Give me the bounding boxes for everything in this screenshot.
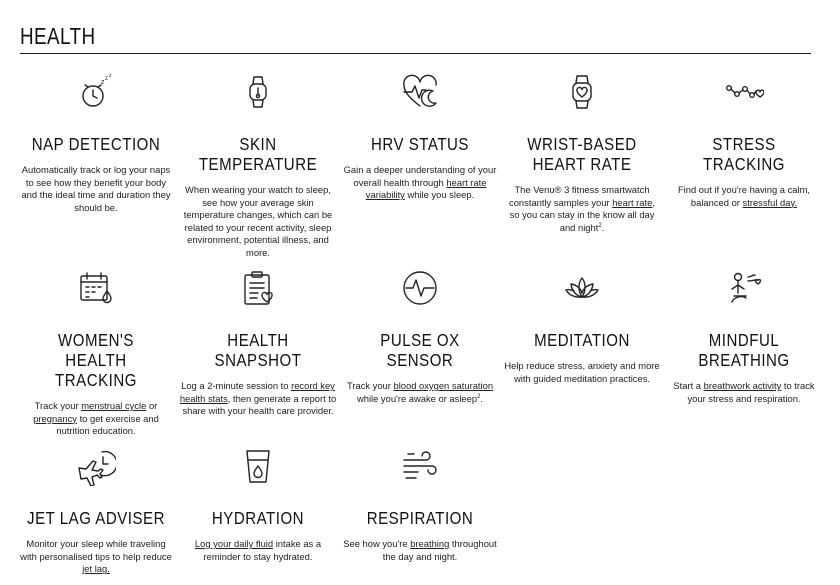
feature-link[interactable]: jet lag. <box>82 563 110 575</box>
feature-description: Log a 2-minute session to record key health stats, then generate a report to share with your health care provider. <box>179 380 337 417</box>
feature-description: When wearing your watch to sleep, see how your average skin temperature changes, which can be related to your recent activity, sleep environment, potential illness, and more. <box>183 184 333 258</box>
section-header <box>20 22 811 54</box>
feature-card-nap-detection <box>15 72 177 214</box>
feature-card-jet-lag <box>15 446 177 576</box>
feature-title: HYDRATION <box>211 508 305 528</box>
feature-description: The Venu® 3 fitness smartwatch constantly samples your heart rate, so you can stay in the know all day and night$^2$. <box>509 184 655 233</box>
feature-description: Track your blood oxygen saturation while you're awake or asleep$^2$. <box>346 380 494 404</box>
feature-description: Log your daily fluid intake as a reminder to stay hydrated. <box>194 538 322 562</box>
feature-title: STRESS TRACKING <box>703 134 785 174</box>
feature-card-hrv-status <box>339 72 501 202</box>
feature-description: Find out if you're having a calm, balanced or stressful day. <box>677 184 811 208</box>
pulse-circle-icon <box>400 268 440 308</box>
feature-title: RESPIRATION <box>366 508 474 528</box>
feature-link[interactable]: record key health stats <box>179 380 335 404</box>
feature-link[interactable]: breathwork activity <box>703 380 782 391</box>
svg-text:z: z <box>109 73 112 79</box>
feature-description: Track your menstrual cycle or pregnancy to get exercise and nutrition education. <box>33 400 159 437</box>
glass-drop-icon <box>238 446 278 486</box>
feature-title: WRIST-BASED HEART RATE <box>527 134 637 174</box>
footnote-marker: 2 <box>477 393 481 400</box>
feature-link[interactable]: pregnancy <box>33 412 77 424</box>
sleep-clock-icon <box>76 72 116 112</box>
plane-clock-icon <box>76 446 116 486</box>
feature-link[interactable]: Log your daily fluid <box>194 538 274 549</box>
svg-text:z: z <box>105 76 108 82</box>
feature-card-health-snapshot <box>177 268 339 418</box>
feature-title: JET LAG ADVISER <box>27 508 165 528</box>
feature-title: HEALTH SNAPSHOT <box>214 330 302 370</box>
feature-card-stress-tracking <box>663 72 825 209</box>
watch-thermometer-icon <box>238 72 278 112</box>
feature-title: MINDFUL BREATHING <box>698 330 790 370</box>
feature-link[interactable]: heart rate variability <box>365 176 487 201</box>
feature-card-skin-temperature <box>177 72 339 260</box>
clipboard-heart-icon <box>238 268 278 308</box>
feature-card-respiration <box>339 446 501 563</box>
feature-description: See how you're breathing throughout the day and night. <box>343 538 497 562</box>
feature-description: Monitor your sleep while traveling with personalised tips to help reduce jet lag. <box>20 538 172 575</box>
lotus-icon <box>562 268 602 308</box>
feature-title: SKIN TEMPERATURE <box>198 134 318 174</box>
section-title: HEALTH <box>20 23 96 49</box>
feature-description: Start a breathwork activity to track your stress and respiration. <box>673 380 815 404</box>
feature-description: Help reduce stress, anxiety and more with guided meditation practices. <box>504 360 660 384</box>
feature-link[interactable]: breathing <box>410 538 450 549</box>
feature-title: PULSE OX SENSOR <box>380 330 460 370</box>
heart-pulse-moon-icon <box>400 72 440 112</box>
feature-description: Gain a deeper understanding of your overall health through heart rate variability while you sleep. <box>343 164 497 201</box>
feature-card-wrist-hr <box>501 72 663 234</box>
feature-title: HRV STATUS <box>371 134 469 154</box>
feature-link[interactable]: heart rate <box>612 196 653 208</box>
feature-title: NAP DETECTION <box>31 134 161 154</box>
stress-wave-icon <box>724 72 764 112</box>
footnote-marker: 2 <box>598 222 602 229</box>
feature-description: Automatically track or log your naps to see how they benefit your body and the ideal time and duration they should be. <box>21 164 171 213</box>
person-breathing-icon <box>724 268 764 308</box>
feature-card-hydration <box>177 446 339 563</box>
watch-heart-icon <box>562 72 602 112</box>
feature-link[interactable]: stressful day. <box>742 196 798 208</box>
feature-title: WOMEN'S HEALTH TRACKING <box>55 330 137 390</box>
feature-card-pulse-ox <box>339 268 501 405</box>
feature-card-meditation <box>501 268 663 385</box>
feature-title: MEDITATION <box>534 330 630 350</box>
wind-icon <box>400 446 440 486</box>
feature-card-womens-health <box>15 268 177 438</box>
feature-link[interactable]: blood oxygen saturation <box>393 380 494 391</box>
calendar-drop-icon <box>76 268 116 308</box>
svg-text:z: z <box>101 79 105 86</box>
feature-card-mindful-breathing <box>663 268 825 405</box>
feature-link[interactable]: menstrual cycle <box>81 400 147 411</box>
